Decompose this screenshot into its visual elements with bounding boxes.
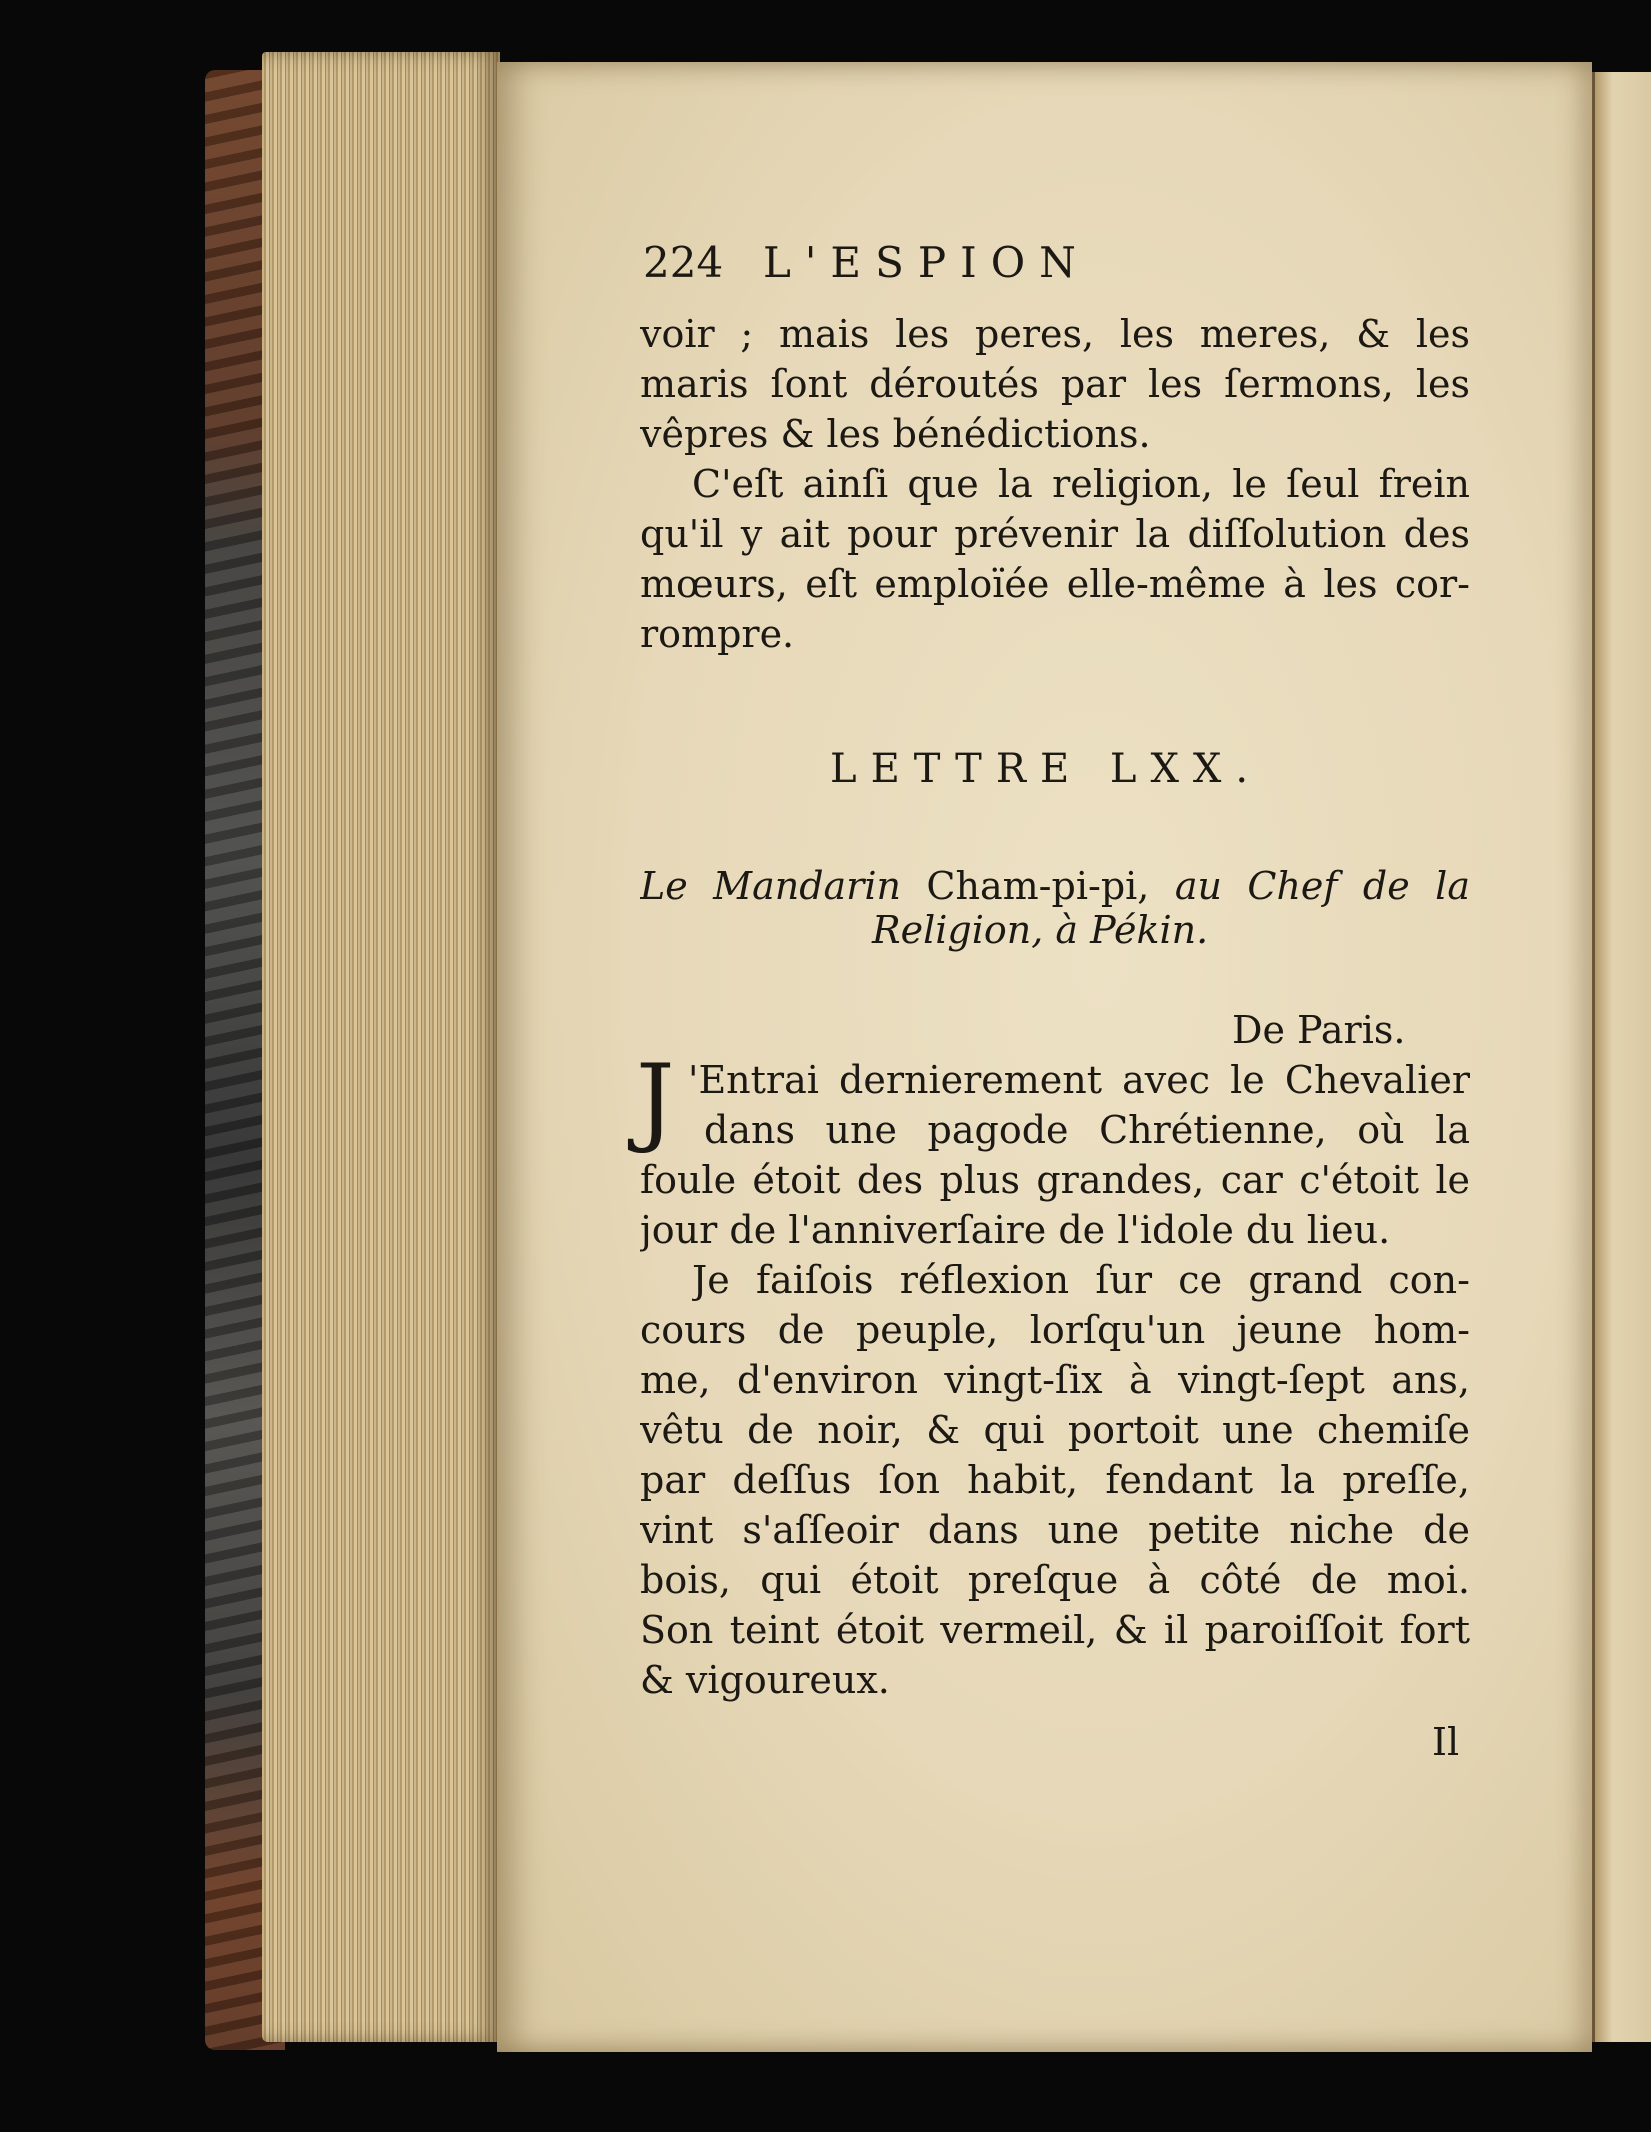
page-number: 224	[643, 238, 724, 287]
letter-address-line-2: Religion, à Pékin.	[872, 908, 1209, 952]
text-line: voir ; mais les peres, les meres, & les	[640, 312, 1470, 356]
text-line: dans une pagode Chrétienne, où la	[704, 1108, 1470, 1152]
address-part: Le Mandarin	[640, 864, 901, 908]
text-line: 'Entrai dernierement avec le Chevalier	[688, 1058, 1470, 1102]
catchword: Il	[1432, 1720, 1460, 1764]
text-line: C'eſt ainſi que la religion, le ſeul frein	[692, 462, 1470, 506]
dateline: De Paris.	[1232, 1008, 1406, 1052]
page-edges	[262, 52, 500, 2042]
text-line: vint s'aſſeoir dans une petite niche de	[640, 1508, 1470, 1552]
text-line: jour de l'anniverſaire de l'idole du lieu.	[640, 1208, 1391, 1252]
text-line: cours de peuple, lorſqu'un jeune hom-	[640, 1308, 1470, 1352]
text-line: qu'il y ait pour prévenir la diſſolution des	[640, 512, 1470, 556]
text-line: mœurs, eſt emploïée elle-même à les cor-	[640, 562, 1470, 606]
text-line: & vigoureux.	[640, 1658, 890, 1702]
text-line: rompre.	[640, 612, 795, 656]
address-part: au Chef de la	[1174, 864, 1470, 908]
text-line: bois, qui étoit preſque à côté de moi.	[640, 1558, 1470, 1602]
running-title: L'ESPION	[763, 238, 1090, 287]
text-line: vêtu de noir, & qui portoit une chemiſe	[640, 1408, 1470, 1452]
text-line: me, d'environ vingt-ſix à vingt-ſept ans,	[640, 1358, 1470, 1402]
text-line: par deſſus ſon habit, fendant la preſſe,	[640, 1458, 1470, 1502]
text-line: foule étoit des plus grandes, car c'étoit le	[640, 1158, 1470, 1202]
text-line: vêpres & les bénédictions.	[640, 412, 1151, 456]
letter-heading: LETTRE LXX.	[830, 746, 1263, 792]
drop-cap: J	[636, 1044, 675, 1156]
next-page-edge	[1592, 72, 1651, 2042]
letter-address-line	[640, 862, 1470, 910]
text-line: Je faiſois réflexion ſur ce grand con-	[692, 1258, 1470, 1302]
text-line: Son teint étoit vermeil, & il paroiſſoit fort	[640, 1608, 1470, 1652]
running-head	[643, 238, 1283, 294]
address-name: Cham-pi-pi,	[926, 864, 1150, 908]
text-line: maris ſont déroutés par les ſermons, les	[640, 362, 1470, 406]
